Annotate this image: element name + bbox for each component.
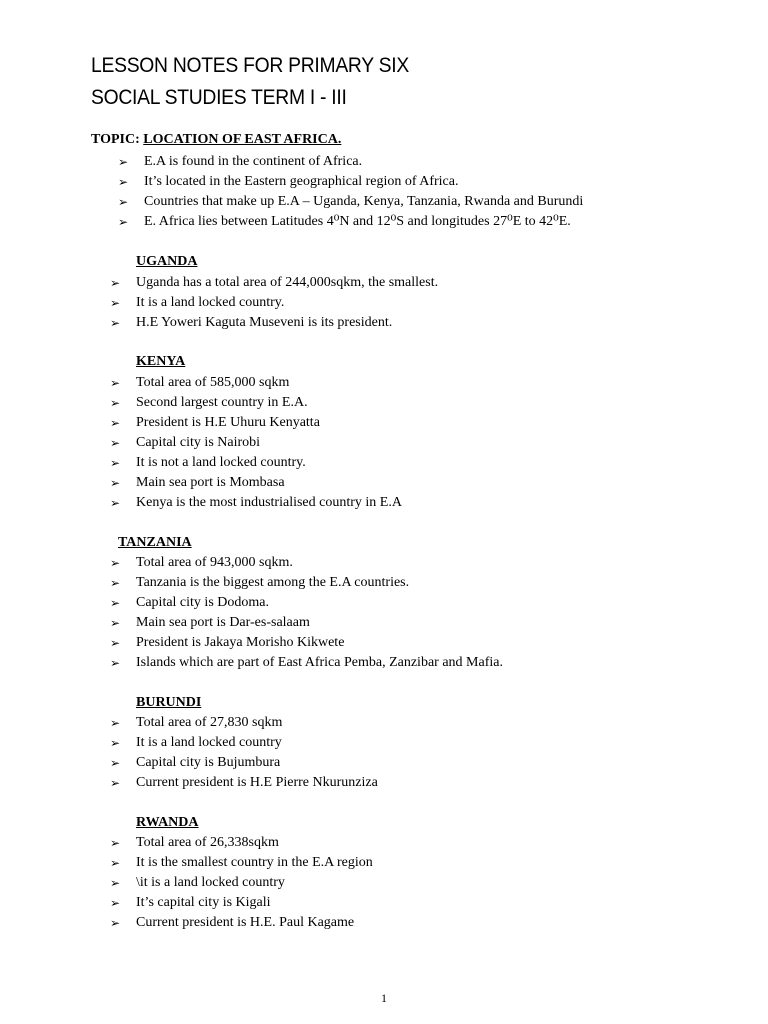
arrow-bullet-icon: ➢ — [110, 416, 121, 430]
arrow-bullet-icon: ➢ — [110, 576, 121, 590]
list-item-text: Countries that make up E.A – Uganda, Kenya, Tanzania, Rwanda and Burundi — [144, 194, 584, 209]
arrow-bullet-icon: ➢ — [118, 195, 129, 209]
list-item — [110, 913, 373, 933]
list-item — [110, 553, 503, 573]
uganda-list — [110, 273, 438, 333]
arrow-bullet-icon: ➢ — [110, 916, 121, 930]
section-heading-tanzania: TANZANIA — [118, 535, 192, 550]
list-item — [110, 433, 402, 453]
arrow-bullet-icon: ➢ — [110, 496, 121, 510]
arrow-bullet-icon: ➢ — [110, 736, 121, 750]
list-item — [118, 212, 583, 232]
list-item-text: \it is a land locked country — [136, 875, 285, 890]
arrow-bullet-icon: ➢ — [110, 656, 121, 670]
section-heading-uganda: UGANDA — [136, 254, 198, 269]
arrow-bullet-icon: ➢ — [110, 776, 121, 790]
list-item — [110, 753, 378, 773]
document-title-line-2: SOCIAL STUDIES TERM I - III — [91, 86, 347, 109]
page-number: 1 — [381, 991, 387, 1005]
arrow-bullet-icon: ➢ — [110, 636, 121, 650]
list-item — [110, 373, 402, 393]
arrow-bullet-icon: ➢ — [110, 476, 121, 490]
arrow-bullet-icon: ➢ — [110, 376, 121, 390]
topic-heading — [91, 132, 341, 148]
arrow-bullet-icon: ➢ — [110, 856, 121, 870]
arrow-bullet-icon: ➢ — [118, 155, 129, 169]
list-item-text: It’s capital city is Kigali — [136, 895, 271, 910]
arrow-bullet-icon: ➢ — [110, 436, 121, 450]
arrow-bullet-icon: ➢ — [118, 215, 129, 229]
topic-prefix: TOPIC: — [91, 132, 140, 147]
list-item-text: Tanzania is the biggest among the E.A countries. — [136, 575, 410, 590]
list-item-text: E.A is found in the continent of Africa. — [144, 154, 363, 169]
list-item — [110, 313, 438, 333]
list-item-text: President is Jakaya Morisho Kikwete — [136, 635, 345, 650]
list-item — [118, 172, 583, 192]
list-item-text: Second largest country in E.A. — [136, 395, 308, 410]
list-item-text: H.E Yoweri Kaguta Museveni is its president. — [136, 315, 393, 330]
list-item-text: Capital city is Nairobi — [136, 435, 261, 450]
arrow-bullet-icon: ➢ — [110, 456, 121, 470]
list-item — [110, 473, 402, 493]
list-item-text: Islands which are part of East Africa Pemba, Zanzibar and Mafia. — [136, 655, 503, 670]
section-heading-rwanda: RWANDA — [136, 815, 199, 830]
list-item — [110, 273, 438, 293]
arrow-bullet-icon: ➢ — [110, 296, 121, 310]
list-item — [110, 733, 378, 753]
list-item — [110, 453, 402, 473]
list-item — [110, 393, 402, 413]
arrow-bullet-icon: ➢ — [110, 556, 121, 570]
list-item — [118, 152, 583, 172]
list-item — [110, 893, 373, 913]
list-item — [110, 293, 438, 313]
rwanda-list — [110, 833, 373, 933]
list-item-text: E. Africa lies between Latitudes 4⁰N and 12⁰S and longitudes 27⁰E to 42⁰E. — [144, 214, 571, 229]
list-item-text: It is a land locked country — [136, 735, 282, 750]
list-item — [110, 493, 402, 513]
section-heading-kenya: KENYA — [136, 354, 186, 369]
list-item — [110, 613, 503, 633]
list-item-text: Capital city is Bujumbura — [136, 755, 281, 770]
document-title-line-1: LESSON NOTES FOR PRIMARY SIX — [91, 54, 409, 77]
intro-list — [118, 152, 583, 232]
arrow-bullet-icon: ➢ — [110, 396, 121, 410]
list-item — [110, 593, 503, 613]
list-item-text: It is not a land locked country. — [136, 455, 306, 470]
list-item-text: It is a land locked country. — [136, 295, 285, 310]
list-item-text: Total area of 27,830 sqkm — [136, 715, 283, 730]
arrow-bullet-icon: ➢ — [110, 716, 121, 730]
list-item — [118, 192, 583, 212]
list-item — [110, 573, 503, 593]
list-item-text: Total area of 943,000 sqkm. — [136, 555, 293, 570]
section-heading-burundi: BURUNDI — [136, 695, 202, 710]
list-item-text: Main sea port is Mombasa — [136, 475, 285, 490]
arrow-bullet-icon: ➢ — [110, 316, 121, 330]
arrow-bullet-icon: ➢ — [118, 175, 129, 189]
list-item-text: Total area of 26,338sqkm — [136, 835, 279, 850]
topic-title: LOCATION OF EAST AFRICA. — [143, 132, 342, 147]
arrow-bullet-icon: ➢ — [110, 616, 121, 630]
list-item-text: Main sea port is Dar-es-salaam — [136, 615, 310, 630]
list-item-text: Current president is H.E Pierre Nkurunziza — [136, 775, 378, 790]
list-item — [110, 413, 402, 433]
list-item-text: President is H.E Uhuru Kenyatta — [136, 415, 320, 430]
list-item-text: Uganda has a total area of 244,000sqkm, the smallest. — [136, 275, 439, 290]
list-item — [110, 713, 378, 733]
arrow-bullet-icon: ➢ — [110, 896, 121, 910]
tanzania-list — [110, 553, 503, 673]
list-item — [110, 833, 373, 853]
list-item-text: Capital city is Dodoma. — [136, 595, 269, 610]
list-item — [110, 773, 378, 793]
arrow-bullet-icon: ➢ — [110, 596, 121, 610]
list-item-text: Current president is H.E. Paul Kagame — [136, 915, 355, 930]
list-item-text: Total area of 585,000 sqkm — [136, 375, 290, 390]
arrow-bullet-icon: ➢ — [110, 276, 121, 290]
arrow-bullet-icon: ➢ — [110, 836, 121, 850]
list-item — [110, 633, 503, 653]
list-item — [110, 653, 503, 673]
list-item — [110, 853, 373, 873]
list-item-text: It’s located in the Eastern geographical region of Africa. — [144, 174, 459, 189]
kenya-list — [110, 373, 402, 513]
burundi-list — [110, 713, 378, 793]
list-item-text: Kenya is the most industrialised country in E.A — [136, 495, 402, 510]
list-item-text: It is the smallest country in the E.A region — [136, 855, 373, 870]
list-item — [110, 873, 373, 893]
arrow-bullet-icon: ➢ — [110, 876, 121, 890]
arrow-bullet-icon: ➢ — [110, 756, 121, 770]
